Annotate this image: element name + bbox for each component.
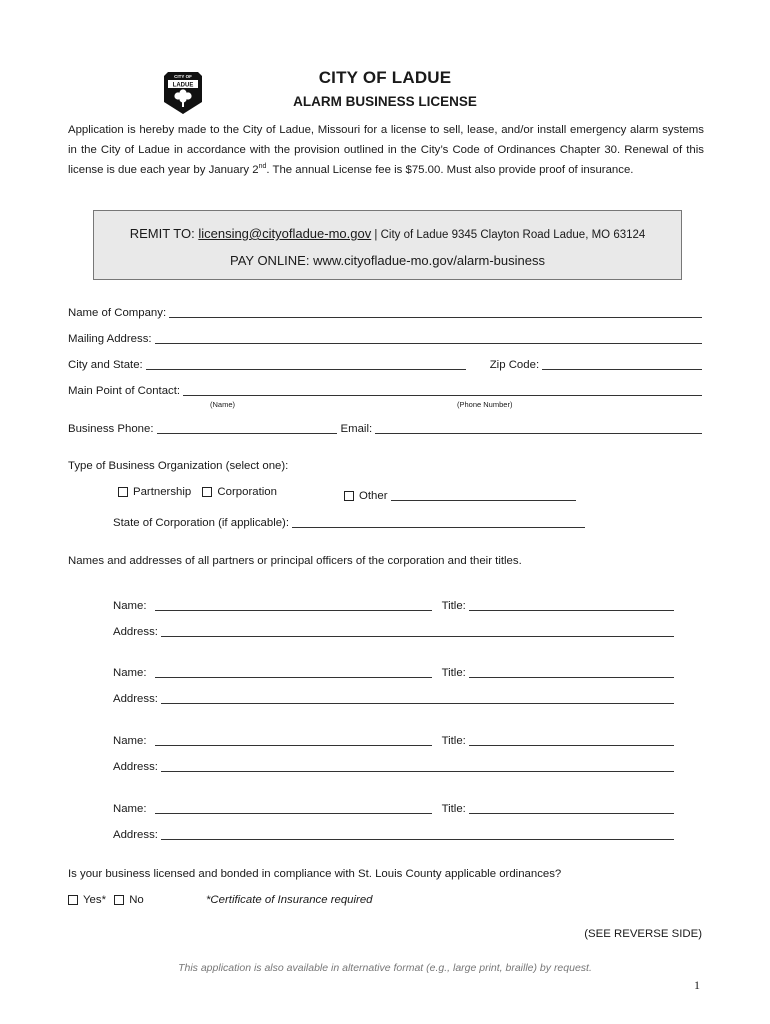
state-corp-field[interactable] [292,516,585,528]
no-checkbox[interactable] [114,895,124,905]
officer-address-label: Address: [113,693,158,705]
city-state-field[interactable] [146,358,466,370]
officer-name-label: Name: [113,735,147,747]
contact-phone-caption: (Phone Number) [457,400,513,409]
pay-online-text: PAY ONLINE: www.cityofladue-mo.gov/alarm-business [229,253,545,268]
officer-1-name-row [113,595,674,613]
yes-label: Yes* [83,894,107,906]
phone-email-row [68,418,702,436]
remit-line [94,225,681,243]
zip-field[interactable] [542,358,702,370]
partnership-option[interactable] [118,486,191,498]
contact-label: Main Point of Contact: [68,385,181,397]
officer-2-name-field[interactable] [155,666,432,678]
city-state-label: City and State: [68,359,143,371]
remit-label: REMIT TO: [129,226,199,241]
mailing-label: Mailing Address: [68,333,152,345]
officer-title-label: Title: [441,735,466,747]
yes-option[interactable] [68,894,106,906]
email-field[interactable] [375,422,702,434]
officer-1-address-field[interactable] [161,625,674,637]
officer-address-label: Address: [113,626,158,638]
officers-prompt: Names and addresses of all partners or principal officers of the corporation and their titles. [68,555,522,567]
officer-2-address-field[interactable] [161,692,674,704]
company-row [68,302,702,320]
yes-checkbox[interactable] [68,895,78,905]
phone-label: Business Phone: [68,423,154,435]
officer-name-label: Name: [113,667,147,679]
corporation-label: Corporation [217,486,277,498]
remit-box [93,210,682,280]
logo-banner-text: LADUE [172,82,194,89]
officer-address-label: Address: [113,829,158,841]
officer-1-title-field[interactable] [469,599,674,611]
contact-row [68,380,702,398]
officer-address-label: Address: [113,761,158,773]
see-reverse-note: (SEE REVERSE SIDE) [584,928,702,940]
officer-3-address-field[interactable] [161,760,674,772]
alt-format-note: This application is also available in alternative format (e.g., large print, braille) by request. [178,962,592,974]
city-zip-row [68,354,702,372]
logo-top-text: CITY OF [174,74,192,79]
bonded-options [68,894,144,908]
officer-3-name-field[interactable] [155,734,432,746]
officer-4-address-field[interactable] [161,828,674,840]
corporation-option[interactable] [202,486,277,498]
page-number: 1 [694,978,700,992]
no-label: No [129,894,144,906]
other-checkbox[interactable] [344,491,354,501]
bonded-question: Is your business licensed and bonded in compliance with St. Louis County applicable ordinances? [68,868,562,880]
officer-2-title-field[interactable] [469,666,674,678]
organization-options [118,486,277,500]
other-option[interactable] [344,489,391,503]
officer-title-label: Title: [441,803,466,815]
other-row [344,485,576,503]
state-corp-row [113,512,585,530]
intro-superscript: nd [258,163,267,171]
partnership-checkbox[interactable] [118,487,128,497]
contact-field[interactable] [183,384,702,396]
intro-text-end: . The annual License fee is $75.00. Must also provide proof of insurance. [266,164,634,176]
remit-email-link[interactable]: licensing@cityofladue-mo.gov [198,226,372,241]
mailing-field[interactable] [155,332,702,344]
partnership-label: Partnership [133,486,192,498]
organization-prompt: Type of Business Organization (select one): [68,460,289,472]
officer-title-label: Title: [441,667,466,679]
officer-name-label: Name: [113,600,147,612]
officer-1-name-field[interactable] [155,599,432,611]
insurance-note: *Certificate of Insurance required [206,894,373,906]
officer-4-address-row [113,824,674,842]
state-corp-label: State of Corporation (if applicable): [113,517,290,529]
company-field[interactable] [169,306,702,318]
intro-text: Application is hereby made to the City of Ladue, Missouri for a license to sell, lease, and/or install emergency alarm systems in the City of Ladue in accordance with the provision outlined in the City’s Code of Ordinances Chapter 30. Renewal of this license is due each year by January 2 [68,124,704,176]
company-label: Name of Company: [68,307,167,319]
officer-3-title-field[interactable] [469,734,674,746]
no-option[interactable] [114,894,144,906]
officer-1-address-row [113,621,674,639]
mailing-row [68,328,702,346]
officer-3-name-row [113,730,674,748]
page-title: CITY OF LADUE [318,68,452,87]
remit-address: | City of Ladue 9345 Clayton Road Ladue, MO 63124 [371,229,646,241]
corporation-checkbox[interactable] [202,487,212,497]
officer-3-address-row [113,756,674,774]
officer-name-label: Name: [113,803,147,815]
page-subtitle: ALARM BUSINESS LICENSE [293,94,477,109]
zip-label: Zip Code: [489,359,540,371]
phone-field[interactable] [157,422,337,434]
officer-title-label: Title: [441,600,466,612]
officer-2-address-row [113,688,674,706]
officer-2-name-row [113,662,674,680]
officer-4-name-row [113,798,674,816]
contact-name-caption: (Name) [210,400,236,409]
officer-4-title-field[interactable] [469,802,674,814]
officer-4-name-field[interactable] [155,802,432,814]
other-label: Other [359,490,388,502]
intro-paragraph [68,120,704,180]
other-field[interactable] [391,489,577,501]
email-label: Email: [340,423,373,435]
